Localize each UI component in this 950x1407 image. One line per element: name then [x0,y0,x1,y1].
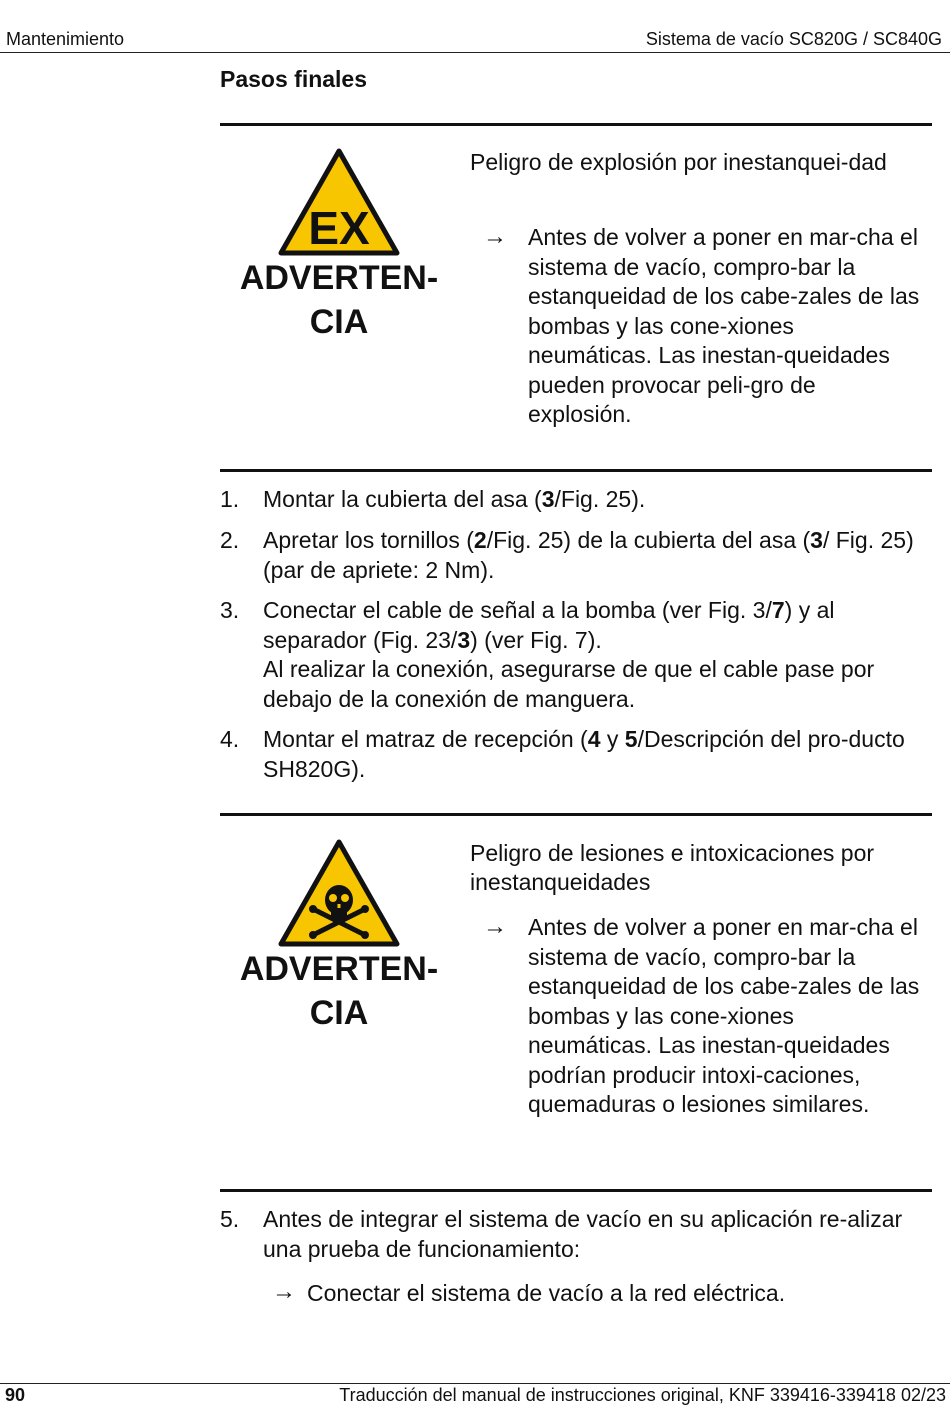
warning-instruction: Antes de volver a poner en mar-cha el sistema de vacío, compro-bar la estanqueidad de los cabe-zales de las bombas y las cone-xiones neumáticas. Las inestan-queidades pueden provocar peli-gro de explosión. [528,224,920,427]
header-product: Sistema de vacío SC820G / SC840G [645,29,942,49]
warning-heading: Peligro de explosión por inestanquei-dad [470,149,887,175]
header-chapter: Mantenimiento [6,29,125,49]
section-title: Pasos finales [220,66,368,92]
toxic-warning-icon [277,838,401,948]
warning-instruction: Antes de volver a poner en mar-cha el sistema de vacío, compro-bar la estanqueidad de los cabe-zales de las bombas y las cone-xiones neumáticas. Las inestan-queidades podrían producir intoxi-caciones, quemaduras o lesiones similares. [528,914,920,1117]
warning-bottom-rule [220,1189,932,1192]
footer-divider [0,1383,950,1384]
warning-heading: Peligro de lesiones e intoxicaciones por inestanqueidades [470,840,875,895]
footer-document-reference: Traducción del manual de instrucciones original, KNF 339416-339418 02/23 [339,1385,946,1405]
substep-instruction: Conectar el sistema de vacío a la red eléctrica. [307,1280,786,1306]
arrow-right-icon: → [483,223,507,250]
warning-bottom-rule [220,469,932,472]
warning-top-rule [220,813,932,816]
warning-top-rule [220,123,932,126]
explosion-warning-icon [277,147,401,257]
header-divider [0,52,950,53]
arrow-right-icon: → [272,1278,296,1305]
warning-label: ADVERTEN- CIA [239,259,439,341]
page-number: 90 [5,1385,26,1405]
arrow-right-icon: → [483,913,507,940]
warning-label: ADVERTEN- CIA [239,950,439,1032]
ex-symbol: EX [308,202,370,254]
